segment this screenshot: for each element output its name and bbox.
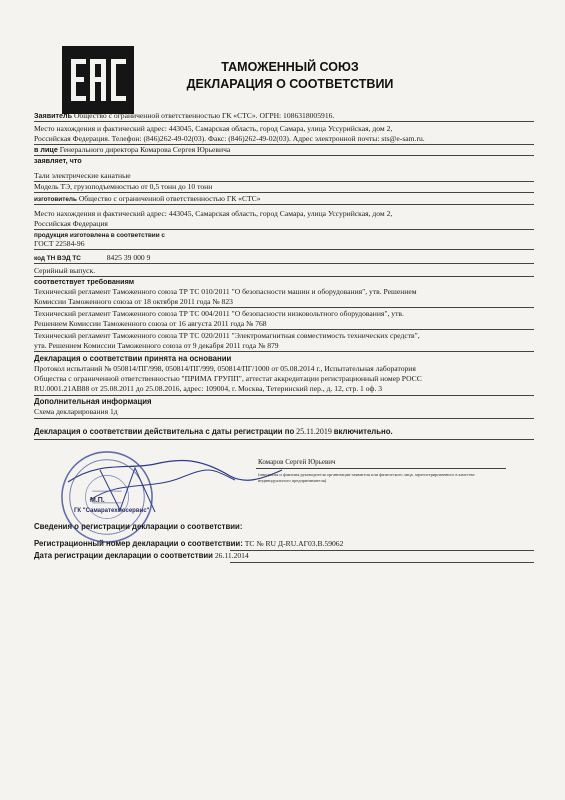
product-line-1: Тали электрические канатные: [34, 171, 131, 180]
signer-name: Комаров Сергей Юрьевич: [258, 458, 336, 466]
applicant-line: [34, 111, 534, 121]
standard-label: продукция изготовлена в соответствии с: [34, 232, 165, 239]
stamp-company: ГК "Самаратехмосервис": [74, 508, 150, 514]
registration-date: 26.11.2014: [214, 551, 249, 560]
manufacturer-label: изготовитель: [34, 196, 77, 203]
applicant-label: Заявитель: [34, 111, 73, 120]
signer-note-line-1: (инициалы и фамилия руководителя организации-заявителя или физического лица, зарегистрированного в качестве: [258, 472, 475, 477]
eac-mark-icon: [62, 46, 134, 114]
additional-label-line: [34, 397, 534, 407]
stamp-mp-label: М.П.: [90, 497, 105, 504]
manufacturer-address-1: Место нахождения и фактический адрес: 443045, Самарская область, город Самара, улица Уссурийская, дом 2,: [34, 209, 393, 218]
applicant-person-line: [34, 145, 534, 155]
union-title: ТАМОЖЕННЫЙ СОЮЗ: [221, 60, 359, 74]
signer-underline: [256, 468, 506, 469]
divider: [34, 418, 534, 419]
manufacturer-name: Общество с ограниченной ответственностью ГК «СТС»: [78, 194, 261, 203]
validity-line: [34, 427, 534, 437]
additional-value: Схема декларирования 1д: [34, 407, 118, 416]
basis-line-3: RU.0001.21АВ88 от 25.08.2011 до 25.08.2016, адрес: 109004, г. Москва, Тетеринский пер., д. 12, стр. 1 оф. 3: [34, 384, 383, 393]
signer-note-line-2: индивидуального предпринимателя): [258, 477, 327, 483]
requirement-3-line-1: Технический регламент Таможенного союза ТР ТС 020/2011 "Электромагнитная совместимость технических средств",: [34, 331, 420, 340]
serial-text: Серийный выпуск.: [34, 266, 96, 275]
requirement-1-line-1: Технический регламент Таможенного союза ТР ТС 010/2011 "О безопасности машин и оборудования", утв. Решением: [34, 287, 417, 296]
registration-number-label: Регистрационный номер декларации о соответствии:: [34, 539, 243, 548]
registration-date-label: Дата регистрации декларации о соответствии: [34, 551, 213, 560]
product-line-2: Модель ТЭ, грузоподъемностью от 0,5 тонн до 10 тонн: [34, 182, 213, 191]
divider: [230, 562, 534, 563]
tnved-value: 8425 39 000 9: [106, 253, 151, 262]
registration-label-line: [34, 522, 534, 532]
validity-date: 25.11.2019: [296, 427, 332, 436]
applicant-name: Общество с ограниченной ответственностью ГК «СТС». ОГРН: 1086318005916.: [73, 111, 335, 120]
divider: [34, 395, 534, 396]
divider: [34, 329, 534, 330]
divider: [34, 249, 534, 250]
requirement-2-line-1: Технический регламент Таможенного союза ТР ТС 004/2011 "О безопасности низковольтного оборудования", утв.: [34, 309, 404, 318]
basis-line-1: Протокол испытаний № 050814/ПГ/998, 050814/ПГ/999, 050814/ПГ/1000 от 05.08.2014 г., Испытательная лаборатория: [34, 364, 416, 373]
divider: [34, 307, 534, 308]
registration-date-line: [34, 551, 534, 561]
declares-text: заявляет, что: [34, 156, 82, 165]
validity-suffix: включительно.: [333, 427, 393, 436]
declares-label: [34, 156, 534, 166]
basis-line-2: Общества с ограниченной ответственностью "ПРИМА ГРУПП", аттестат аккредитации регистрационный номер РОСС: [34, 374, 422, 383]
applicant-address-1: Место нахождения и фактический адрес: 443045, Самарская область, город Самара, улица Уссурийская, дом 2,: [34, 124, 393, 133]
divider: [34, 192, 534, 193]
person-label: в лице: [34, 145, 58, 154]
additional-label: Дополнительная информация: [34, 397, 152, 406]
basis-label-line: [34, 354, 534, 364]
divider: [34, 351, 534, 352]
requirement-3-line-2: утв. Решением Комиссии Таможенного союза от 9 декабря 2011 года № 879: [34, 341, 279, 350]
registration-label: Сведения о регистрации декларации о соответствии:: [34, 522, 243, 531]
person-value: Генерального директора Комарова Сергея Юрьевича: [59, 145, 231, 154]
requirements-label: соответствует требованиям: [34, 277, 135, 286]
standard-value: ГОСТ 22584-96: [34, 239, 85, 248]
requirement-1-line-2: Комиссии Таможенного союза от 18 октября 2011 года № 823: [34, 297, 233, 306]
signer-note: [258, 472, 508, 483]
basis-label: Декларация о соответствии принята на основании: [34, 354, 232, 363]
validity-prefix: Декларация о соответствии действительна с даты регистрации по: [34, 427, 295, 436]
divider: [34, 121, 534, 122]
requirement-2-line-2: Решением Комиссии Таможенного союза от 16 августа 2011 года № 768: [34, 319, 267, 328]
manufacturer-address-2: Российская Федерация: [34, 219, 108, 228]
requirements-label-line: [34, 277, 534, 287]
applicant-address-2: Российская Федерация. Телефон: (846)262-49-02(03). Факс: (846)262-49-02(03). Адрес электронной почты: sts@e-sam.ru.: [34, 134, 425, 143]
tnved-label: код ТН ВЭД ТС: [34, 255, 81, 262]
declaration-title: ДЕКЛАРАЦИЯ О СООТВЕТСТВИИ: [186, 77, 394, 91]
divider: [34, 263, 534, 264]
eac-logo: [62, 46, 134, 114]
registration-number-line: [34, 539, 534, 549]
divider: [34, 204, 534, 205]
registration-number: ТС № RU Д-RU.АГ03.В.59062: [244, 539, 344, 548]
